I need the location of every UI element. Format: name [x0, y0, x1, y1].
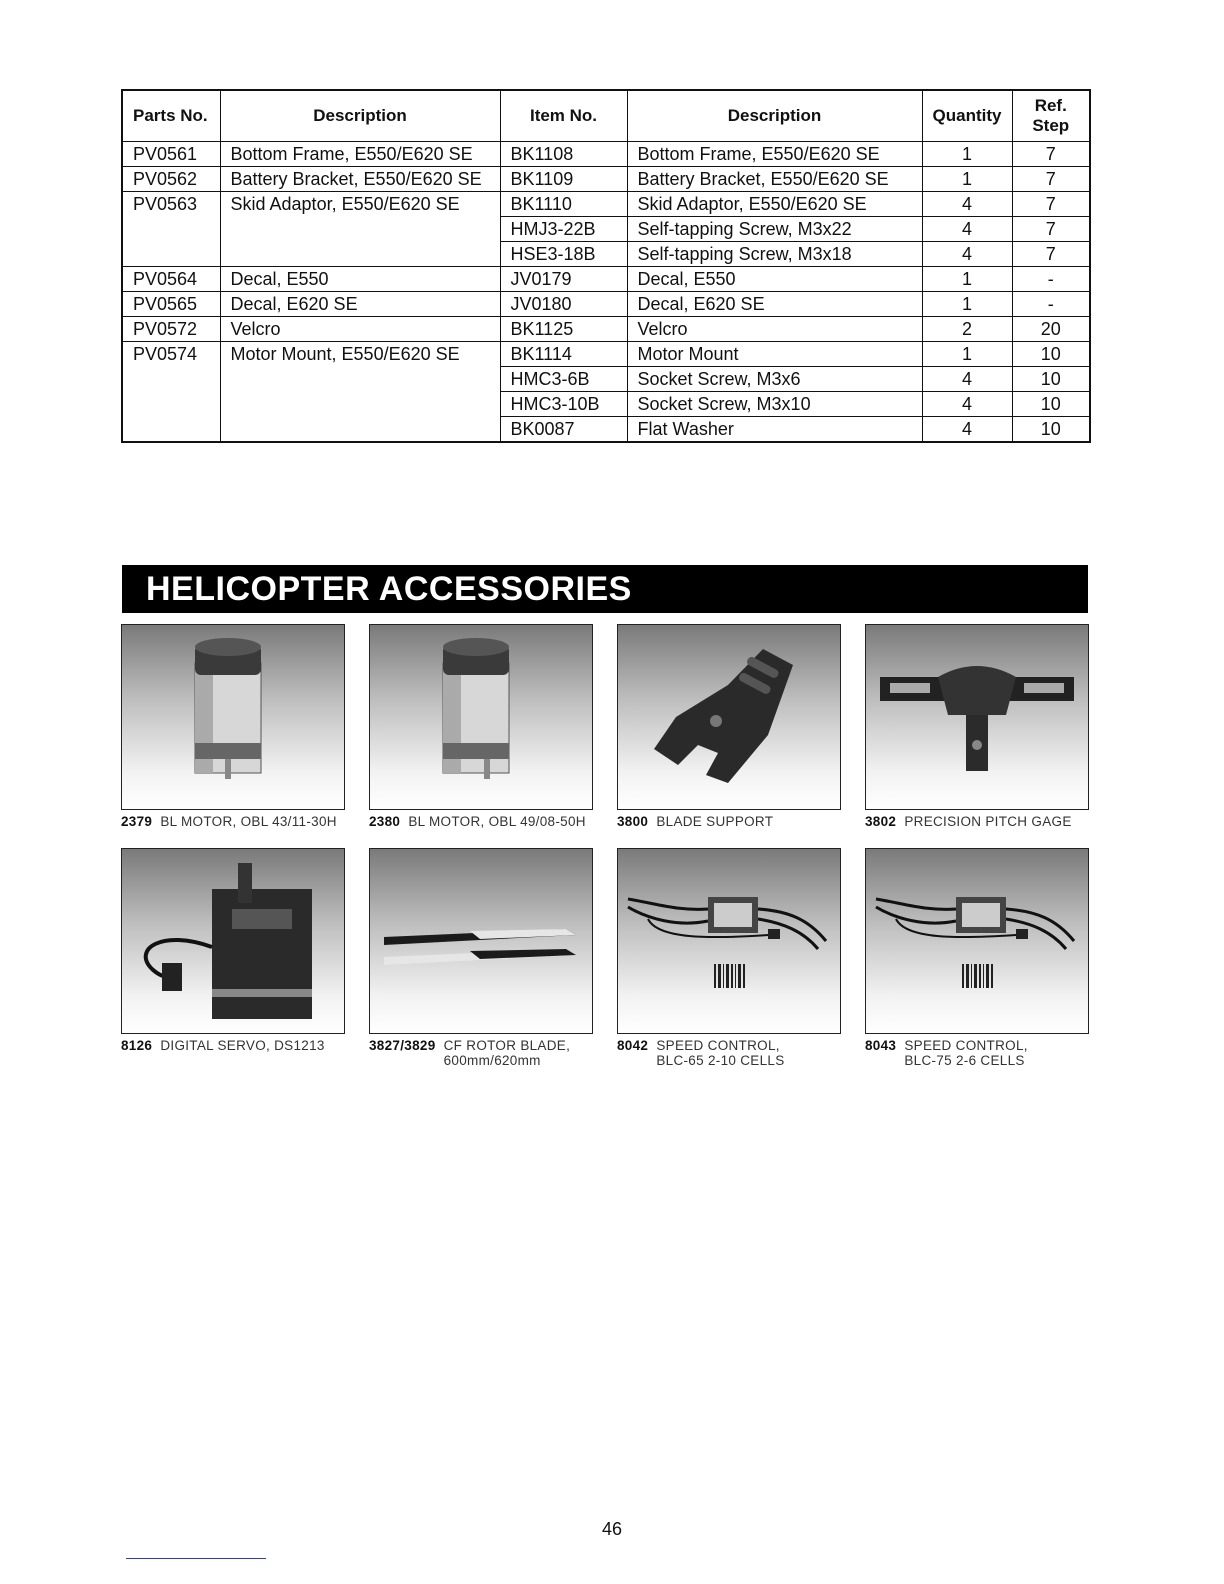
- ref-step-cell: 10: [1012, 342, 1090, 367]
- table-row: [122, 192, 1090, 217]
- header-item-no: Item No.: [500, 90, 627, 142]
- rotor-blade-icon: [369, 848, 593, 1034]
- item-no-cell: HMJ3-22B: [500, 217, 627, 242]
- page-number: 46: [601, 1519, 623, 1539]
- accessory-description: DIGITAL SERVO, DS1213: [160, 1038, 325, 1053]
- accessory-description: BL MOTOR, OBL 43/11-30H: [160, 814, 337, 829]
- accessory-caption: [369, 814, 609, 829]
- item-no-cell: JV0179: [500, 267, 627, 292]
- item-description-cell: Self-tapping Screw, M3x18: [627, 242, 922, 267]
- parts-no-cell: PV0572: [122, 317, 220, 342]
- item-no-cell: HMC3-6B: [500, 367, 627, 392]
- accessory-description: CF ROTOR BLADE,: [443, 1038, 571, 1053]
- description-cell: Decal, E620 SE: [220, 292, 500, 317]
- item-no-cell: HMC3-10B: [500, 392, 627, 417]
- ref-step-cell: 10: [1012, 367, 1090, 392]
- header-ref-step-line1: Ref.: [1034, 96, 1067, 115]
- item-description-cell: Battery Bracket, E550/E620 SE: [627, 167, 922, 192]
- accessory-description-line2: BLC-65 2-10 CELLS: [656, 1053, 785, 1068]
- accessory-number: 2380: [369, 814, 401, 829]
- item-description-cell: Motor Mount: [627, 342, 922, 367]
- accessory-caption: [617, 1038, 857, 1068]
- ref-step-cell: 10: [1012, 392, 1090, 417]
- parts-no-cell: PV0562: [122, 167, 220, 192]
- accessory-number: 8043: [865, 1038, 897, 1053]
- header-item-description: Description: [627, 90, 922, 142]
- quantity-cell: 4: [922, 242, 1012, 267]
- accessory-description: SPEED CONTROL,: [904, 1038, 1028, 1053]
- parts-no-cell: PV0563: [122, 192, 220, 267]
- accessory-caption: [865, 1038, 1105, 1068]
- item-description-cell: Flat Washer: [627, 417, 922, 443]
- item-description-cell: Socket Screw, M3x10: [627, 392, 922, 417]
- ref-step-cell: 20: [1012, 317, 1090, 342]
- description-cell: Bottom Frame, E550/E620 SE: [220, 142, 500, 167]
- parts-table: [121, 89, 1091, 443]
- header-description: Description: [220, 90, 500, 142]
- accessory-caption: [369, 1038, 609, 1068]
- header-parts-no: Parts No.: [122, 90, 220, 142]
- header-ref-step-line2: Step: [1032, 116, 1070, 135]
- description-cell: Skid Adaptor, E550/E620 SE: [220, 192, 500, 267]
- blade-support-icon: [617, 624, 841, 810]
- item-description-cell: Skid Adaptor, E550/E620 SE: [627, 192, 922, 217]
- pitch-gage-icon: [865, 624, 1089, 810]
- ref-step-cell: -: [1012, 292, 1090, 317]
- accessory-number: 8042: [617, 1038, 649, 1053]
- description-cell: Decal, E550: [220, 267, 500, 292]
- table-row: [122, 167, 1090, 192]
- item-description-cell: Velcro: [627, 317, 922, 342]
- description-cell: Motor Mount, E550/E620 SE: [220, 342, 500, 443]
- ref-step-cell: -: [1012, 267, 1090, 292]
- quantity-cell: 1: [922, 142, 1012, 167]
- parts-no-cell: PV0565: [122, 292, 220, 317]
- quantity-cell: 4: [922, 417, 1012, 443]
- ref-step-cell: 7: [1012, 242, 1090, 267]
- item-description-cell: Bottom Frame, E550/E620 SE: [627, 142, 922, 167]
- accessory-description: BLADE SUPPORT: [656, 814, 774, 829]
- ref-step-cell: 7: [1012, 192, 1090, 217]
- table-row: [122, 292, 1090, 317]
- parts-no-cell: PV0574: [122, 342, 220, 443]
- accessory-description-block: [656, 1038, 784, 1068]
- section-title: HELICOPTER ACCESSORIES: [146, 570, 632, 608]
- accessory-number: 8126: [121, 1038, 153, 1053]
- accessory-caption: [121, 814, 361, 829]
- item-no-cell: HSE3-18B: [500, 242, 627, 267]
- item-no-cell: BK1110: [500, 192, 627, 217]
- item-no-cell: BK1108: [500, 142, 627, 167]
- accessory-description-line2: 600mm/620mm: [443, 1053, 541, 1068]
- quantity-cell: 1: [922, 342, 1012, 367]
- parts-no-cell: PV0561: [122, 142, 220, 167]
- accessory-description-block: [904, 1038, 1027, 1068]
- item-description-cell: Self-tapping Screw, M3x22: [627, 217, 922, 242]
- quantity-cell: 1: [922, 267, 1012, 292]
- accessory-caption: [121, 1038, 361, 1053]
- quantity-cell: 1: [922, 292, 1012, 317]
- item-description-cell: Decal, E550: [627, 267, 922, 292]
- table-row: [122, 267, 1090, 292]
- ref-step-cell: 7: [1012, 167, 1090, 192]
- section-banner: [122, 565, 1088, 613]
- item-no-cell: BK0087: [500, 417, 627, 443]
- header-ref-step: [1012, 90, 1090, 142]
- table-row: [122, 317, 1090, 342]
- item-no-cell: JV0180: [500, 292, 627, 317]
- accessory-description: BL MOTOR, OBL 49/08-50H: [408, 814, 586, 829]
- accessory-description-line2: BLC-75 2-6 CELLS: [904, 1053, 1025, 1068]
- speed-control-icon: [617, 848, 841, 1034]
- parts-no-cell: PV0564: [122, 267, 220, 292]
- speed-control-icon: [865, 848, 1089, 1034]
- motor-icon: [121, 624, 345, 810]
- servo-icon: [121, 848, 345, 1034]
- accessory-number: 3802: [865, 814, 897, 829]
- quantity-cell: 1: [922, 167, 1012, 192]
- motor-icon: [369, 624, 593, 810]
- accessory-description: PRECISION PITCH GAGE: [904, 814, 1072, 829]
- quantity-cell: 4: [922, 217, 1012, 242]
- ref-step-cell: 7: [1012, 142, 1090, 167]
- table-row: [122, 142, 1090, 167]
- item-no-cell: BK1109: [500, 167, 627, 192]
- item-description-cell: Decal, E620 SE: [627, 292, 922, 317]
- accessory-number: 3800: [617, 814, 649, 829]
- ref-step-cell: 7: [1012, 217, 1090, 242]
- quantity-cell: 4: [922, 367, 1012, 392]
- accessory-number: 3827/3829: [369, 1038, 436, 1053]
- accessory-caption: [617, 814, 857, 829]
- accessory-description: SPEED CONTROL,: [656, 1038, 780, 1053]
- table-row: [122, 342, 1090, 367]
- quantity-cell: 4: [922, 192, 1012, 217]
- footer-rule: [126, 1558, 266, 1559]
- table-header-row: [122, 90, 1090, 142]
- item-no-cell: BK1114: [500, 342, 627, 367]
- description-cell: Battery Bracket, E550/E620 SE: [220, 167, 500, 192]
- header-quantity: Quantity: [922, 90, 1012, 142]
- ref-step-cell: 10: [1012, 417, 1090, 443]
- quantity-cell: 4: [922, 392, 1012, 417]
- quantity-cell: 2: [922, 317, 1012, 342]
- description-cell: Velcro: [220, 317, 500, 342]
- accessory-caption: [865, 814, 1105, 829]
- item-description-cell: Socket Screw, M3x6: [627, 367, 922, 392]
- accessory-description-block: [444, 1038, 571, 1068]
- accessory-number: 2379: [121, 814, 153, 829]
- item-no-cell: BK1125: [500, 317, 627, 342]
